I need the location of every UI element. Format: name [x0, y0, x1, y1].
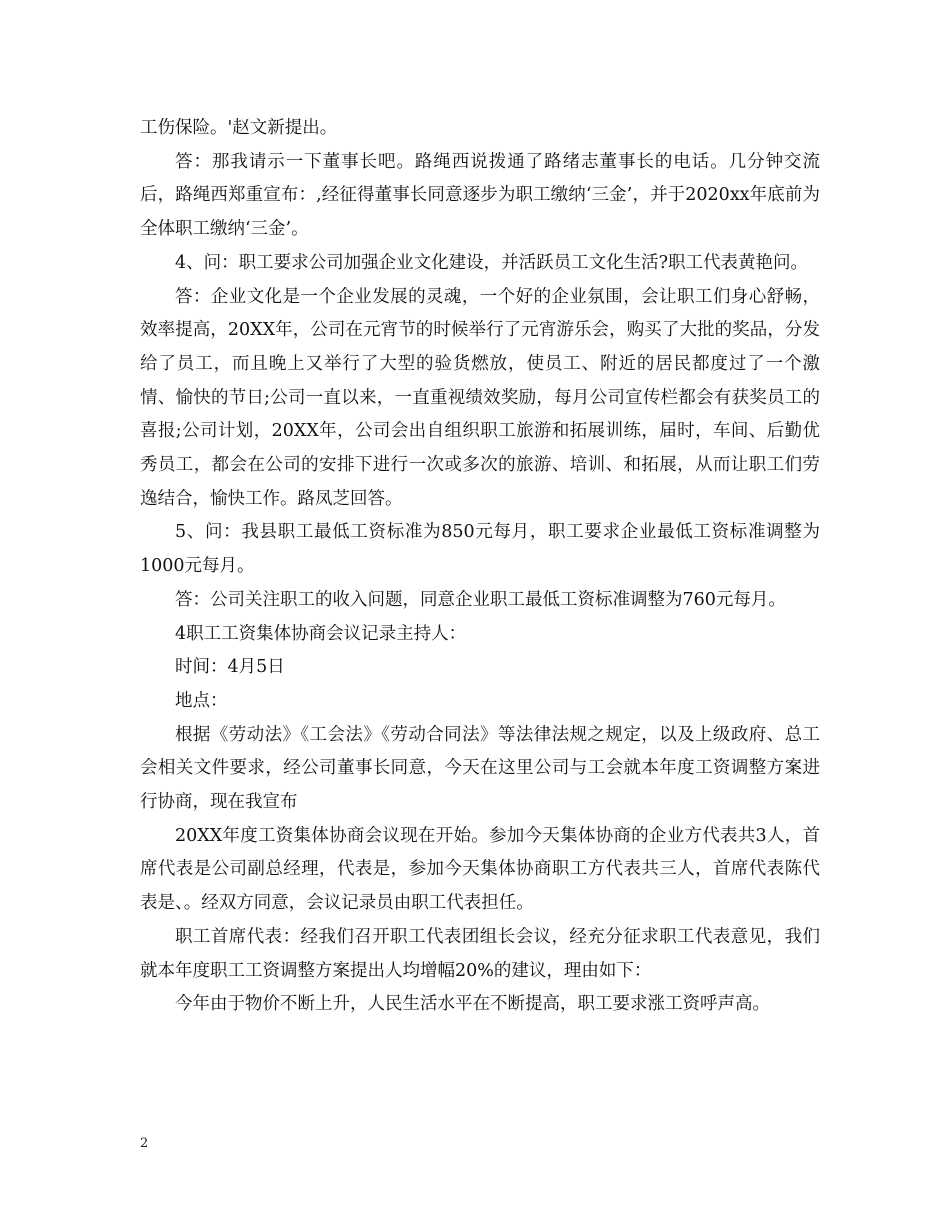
paragraph: 工伤保险。'赵文新提出。 — [140, 118, 338, 138]
paragraph: 根据《劳动法》《工会法》《劳动合同法》等法律法规之规定，以及上级政府、总工会相关文件要求，经公司董事长同意，今天在这里公司与工会就本年度工资调整方案进行协商，现在我宣布 — [140, 724, 820, 813]
paragraph: 20XX年度工资集体协商会议现在开始。参加今天集体协商的企业方代表共3人，首席代表是公司副总经理，代表是，参加今天集体协商职工方代表共三人，首席代表陈代表是、。经双方同意，会议记录员由职工代表担任。 — [140, 825, 820, 914]
paragraph: 答：企业文化是一个企业发展的灵魂，一个好的企业氛围，会让职工们身心舒畅，效率提高，20XX年，公司在元宵节的时候举行了元宵游乐会，购买了大批的奖品，分发给了员工，而且晚上又举行了大型的验货燃放，使员工、附近的居民都度过了一个激情、愉快的节日;公司一直以来，一直重视绩效奖励，每月公司宣传栏都会有获奖员工的喜报;公司计划，20XX年，公司会出自组织职工旅游和拓展训练，届时，车间、后勤优秀员工，都会在公司的安排下进行一次或多次的旅游、培训、和拓展，从而让职工们劳逸结合，愉快工作。路凤芝回答。 — [140, 286, 820, 509]
paragraph: 今年由于物价不断上升，人民生活水平在不断提高，职工要求涨工资呼声高。 — [175, 994, 770, 1015]
paragraph: 地点： — [175, 690, 228, 711]
paragraph: 答：那我请示一下董事长吧。路绳西说拨通了路绪志董事长的电话。几分钟交流后，路绳西郑重宣布：,经征得董事长同意逐步为职工缴纳‘三金’，并于2020xx年底前为全体职工缴纳‘三金’。 — [140, 151, 820, 240]
page-number: 2 — [140, 1136, 149, 1151]
paragraph: 4职工工资集体协商会议记录主持人： — [175, 623, 467, 644]
document-body — [140, 112, 820, 1022]
paragraph: 答：公司关注职工的收入问题，同意企业职工最低工资标准调整为760元每月。 — [175, 589, 786, 610]
paragraph: 时间：4月5日 — [175, 657, 285, 678]
paragraph: 职工首席代表：经我们召开职工代表团组长会议，经充分征求职工代表意见，我们就本年度职工工资调整方案提出人均增幅20%的建议，理由如下： — [140, 926, 820, 981]
paragraph: 5、问：我县职工最低工资标准为850元每月，职工要求企业最低工资标准调整为1000元每月。 — [140, 522, 820, 577]
paragraph: 4、问：职工要求公司加强企业文化建设，并活跃员工文化生活?职工代表黄艳问。 — [175, 252, 809, 273]
